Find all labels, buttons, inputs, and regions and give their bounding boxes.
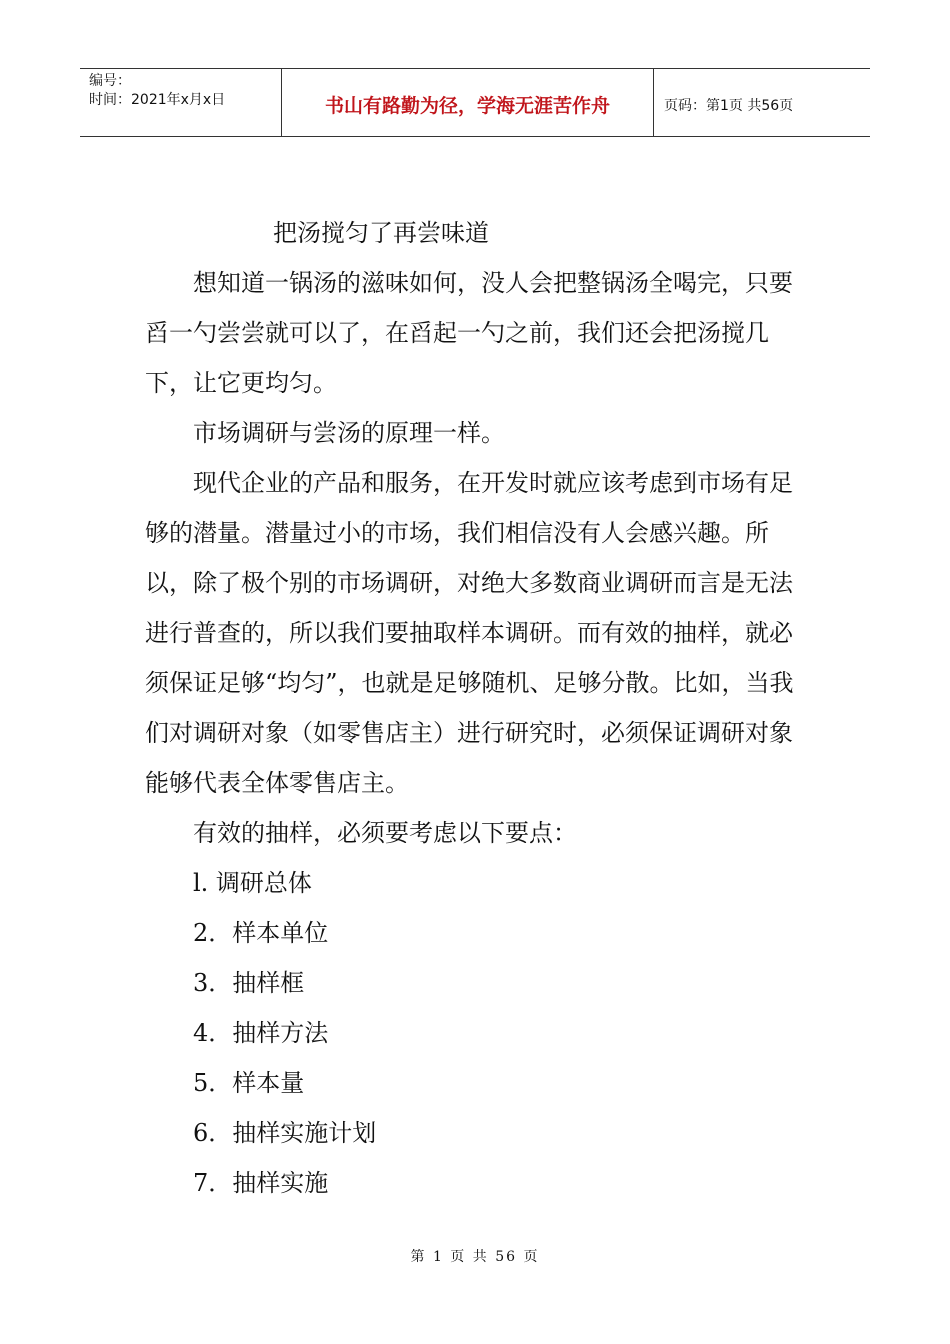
page-header [80,68,870,137]
list-item: 3．抽样框 [193,969,305,997]
header-time-label: 时间：2021年x月x日 [89,92,226,108]
paragraph: 现代企业的产品和服务，在开发时就应该考虑到市场有足够的潜量。潜量过小的市场，我们相信没有人会感兴趣。所以，除了极个别的市场调研，对绝大多数商业调研而言是无法进行普查的，所以我们要抽取样本调研。而有效的抽样，就必须保证足够“均匀”，也就是足够随机、足够分散。比如，当我们对调研对象（如零售店主）进行研究时，必须保证调研对象能够代表全体零售店主。 [145,469,794,797]
article-title: 把汤搅匀了再尝味道 [273,219,489,247]
list-item: 7．抽样实施 [193,1169,329,1197]
document-body [145,208,810,1208]
paragraph: 市场调研与尝汤的原理一样。 [193,419,505,447]
list-item: 2．样本单位 [193,919,329,947]
paragraph: 想知道一锅汤的滋味如何，没人会把整锅汤全喝完，只要舀一勺尝尝就可以了，在舀起一勺之前，我们还会把汤搅几下，让它更均匀。 [145,269,793,397]
list-item: l. 调研总体 [193,869,312,897]
header-meta [80,69,282,136]
paragraph: 有效的抽样，必须要考虑以下要点： [193,819,577,847]
list-item: 4．抽样方法 [193,1019,329,1047]
header-motto: 书山有路勤为径，学海无涯苦作舟 [282,69,654,136]
list-item: 5．样本量 [193,1069,305,1097]
list-item: 6．抽样实施计划 [193,1119,377,1147]
header-number-label: 编号： [89,73,131,89]
header-page-code: 页码：第1页 共56页 [664,97,794,114]
page-footer: 第 1 页 共 56 页 [410,1249,540,1265]
